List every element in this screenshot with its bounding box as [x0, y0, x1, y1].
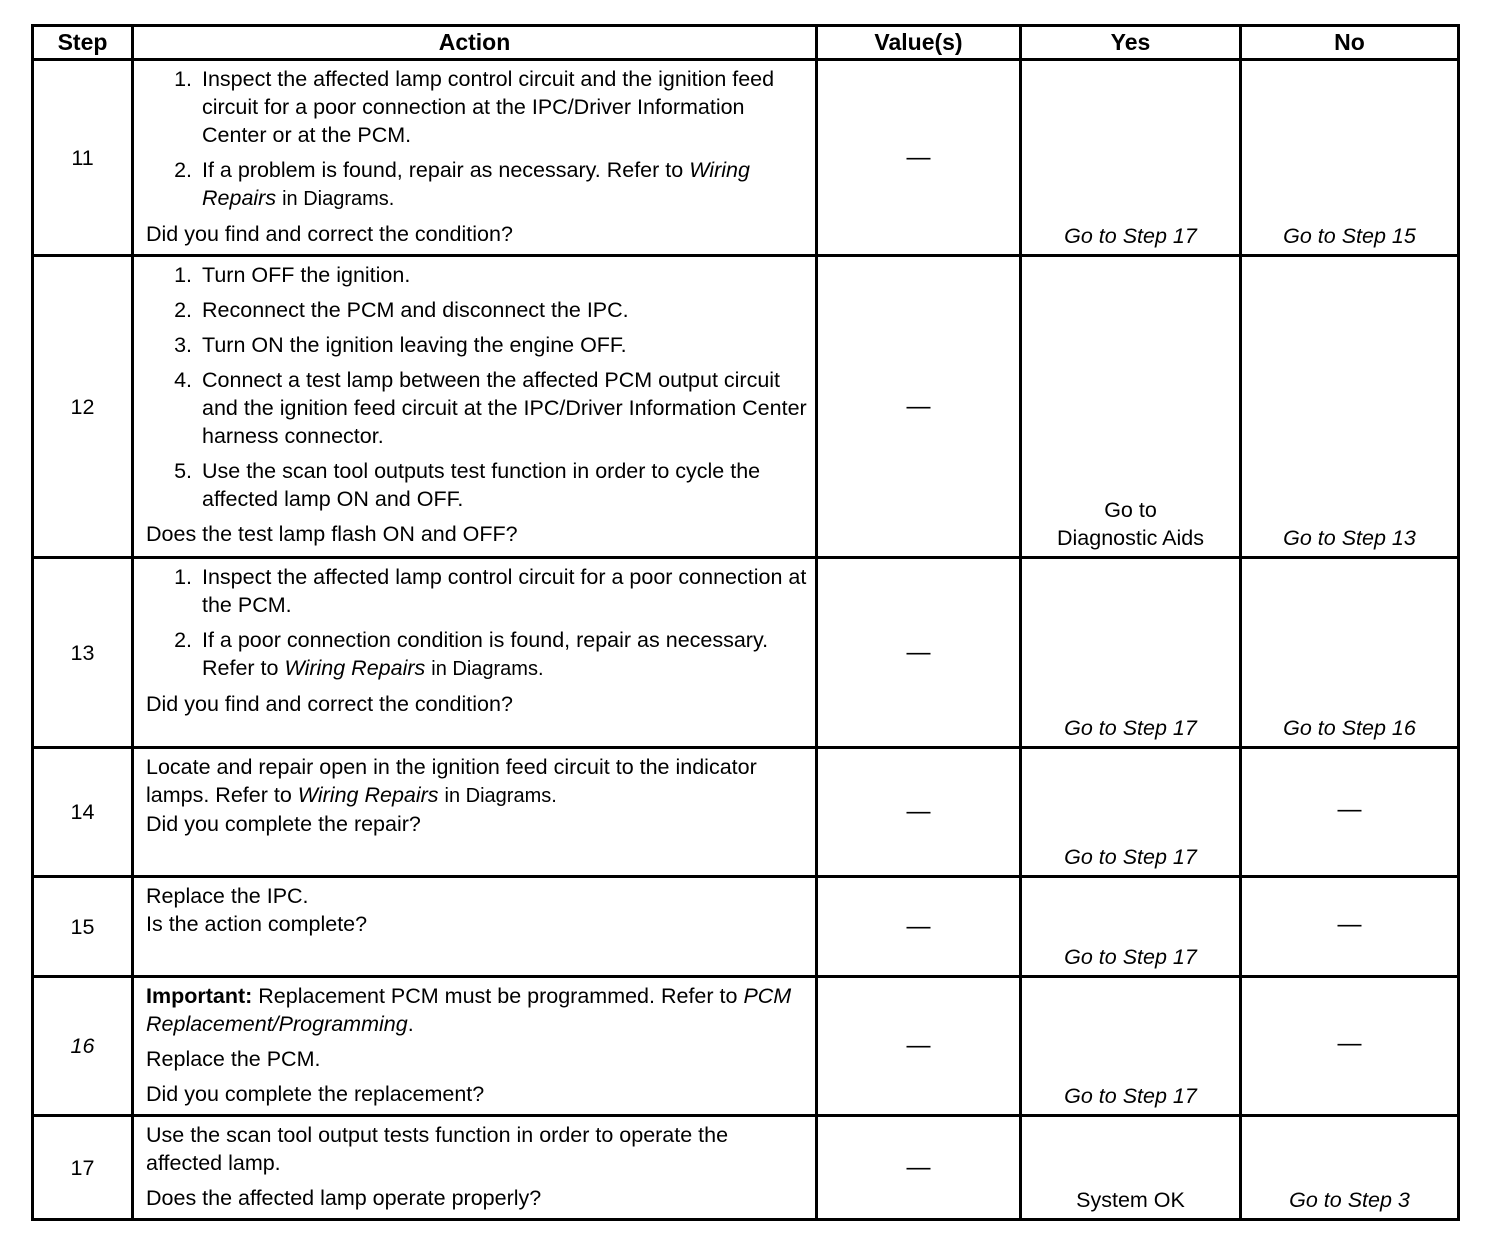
diagnostic-table — [31, 24, 1460, 1221]
question-text: Is the action complete? — [146, 912, 368, 936]
value-cell: — — [817, 558, 1021, 748]
table-row — [33, 877, 1459, 977]
no-cell: — — [1241, 877, 1459, 977]
reference-link: Wiring Repairs — [297, 783, 439, 807]
list-item: 4. Connect a test lamp between the affected PCM output circuit and the ignition feed circuit at the IPC/Driver Information Center harness connector. — [174, 368, 807, 448]
value-cell: — — [817, 60, 1021, 256]
list-item: 2. If a problem is found, repair as necessary. Refer to Wiring Repairs in Diagrams. — [174, 158, 750, 210]
step-number: 13 — [33, 558, 133, 748]
value-cell: — — [817, 748, 1021, 877]
question-text: Does the test lamp flash ON and OFF? — [146, 522, 518, 546]
step-number: 11 — [33, 60, 133, 256]
value-cell: — — [817, 256, 1021, 558]
header-values: Value(s) — [817, 26, 1021, 60]
no-cell: — — [1241, 977, 1459, 1116]
table-row — [33, 256, 1459, 558]
table-row — [33, 558, 1459, 748]
action-cell — [133, 748, 817, 877]
action-cell — [133, 256, 817, 558]
table-row — [33, 977, 1459, 1116]
reference-link: Wiring Repairs — [284, 656, 426, 680]
yes-cell — [1021, 256, 1241, 558]
reference-link: Wiring Repairs — [202, 158, 750, 210]
header-row — [33, 26, 1459, 60]
no-cell: Go to Step 3 — [1241, 1116, 1459, 1220]
step-number: 17 — [33, 1116, 133, 1220]
step-number: 16 — [33, 977, 133, 1116]
yes-cell: System OK — [1021, 1116, 1241, 1220]
header-yes: Yes — [1021, 26, 1241, 60]
step-number: 15 — [33, 877, 133, 977]
list-item: 1. Inspect the affected lamp control circuit for a poor connection at the PCM. — [174, 565, 807, 617]
value-cell: — — [817, 877, 1021, 977]
step-number: 14 — [33, 748, 133, 877]
table-row — [33, 748, 1459, 877]
yes-line: Go to — [1104, 498, 1157, 522]
action-cell — [133, 60, 817, 256]
question-text: Did you find and correct the condition? — [146, 222, 513, 246]
table-row — [33, 1116, 1459, 1220]
action-cell — [133, 877, 817, 977]
action-cell — [133, 977, 817, 1116]
yes-cell: Go to Step 17 — [1021, 558, 1241, 748]
no-cell: — — [1241, 748, 1459, 877]
yes-cell: Go to Step 17 — [1021, 877, 1241, 977]
yes-cell: Go to Step 17 — [1021, 60, 1241, 256]
action-steps — [146, 261, 807, 513]
header-step: Step — [33, 26, 133, 60]
table-row — [33, 60, 1459, 256]
action-cell — [133, 558, 817, 748]
action-steps — [146, 563, 807, 683]
list-item: 2. Reconnect the PCM and disconnect the IPC. — [174, 298, 629, 322]
action-text: Replace the PCM. — [146, 1047, 321, 1071]
action-text: Use the scan tool output tests function in order to operate the affected lamp. — [146, 1123, 729, 1175]
reference-link: PCM Replacement/Programming — [146, 984, 792, 1036]
action-cell — [133, 1116, 817, 1220]
value-cell: — — [817, 1116, 1021, 1220]
action-text: Replace the IPC. — [146, 884, 309, 908]
important-note: Important: Replacement PCM must be programmed. Refer to PCM Replacement/Programming. — [146, 984, 792, 1036]
question-text: Did you find and correct the condition? — [146, 692, 513, 716]
question-text: Does the affected lamp operate properly? — [146, 1186, 542, 1210]
list-item: 1. Turn OFF the ignition. — [174, 263, 411, 287]
list-item: 3. Turn ON the ignition leaving the engine OFF. — [174, 333, 627, 357]
action-steps — [146, 65, 807, 213]
no-cell: Go to Step 13 — [1241, 256, 1459, 558]
header-no: No — [1241, 26, 1459, 60]
question-text: Did you complete the repair? — [146, 812, 421, 836]
yes-cell: Go to Step 17 — [1021, 977, 1241, 1116]
action-text: Locate and repair open in the ignition feed circuit to the indicator lamps. Refer to Wiring Repairs in Diagrams. — [146, 755, 757, 807]
list-item: 1. Inspect the affected lamp control circuit and the ignition feed circuit for a poor connection at the IPC/Driver Information Center or at the PCM. — [174, 67, 775, 147]
no-cell: Go to Step 16 — [1241, 558, 1459, 748]
question-text: Did you complete the replacement? — [146, 1082, 485, 1106]
list-item: 5. Use the scan tool outputs test function in order to cycle the affected lamp ON and OFF. — [174, 459, 761, 511]
step-number: 12 — [33, 256, 133, 558]
value-cell: — — [817, 977, 1021, 1116]
header-action: Action — [133, 26, 817, 60]
no-cell: Go to Step 15 — [1241, 60, 1459, 256]
yes-line: Diagnostic Aids — [1057, 526, 1204, 550]
list-item: 2. If a poor connection condition is found, repair as necessary. Refer to Wiring Repairs in Diagrams. — [174, 628, 769, 680]
yes-cell: Go to Step 17 — [1021, 748, 1241, 877]
